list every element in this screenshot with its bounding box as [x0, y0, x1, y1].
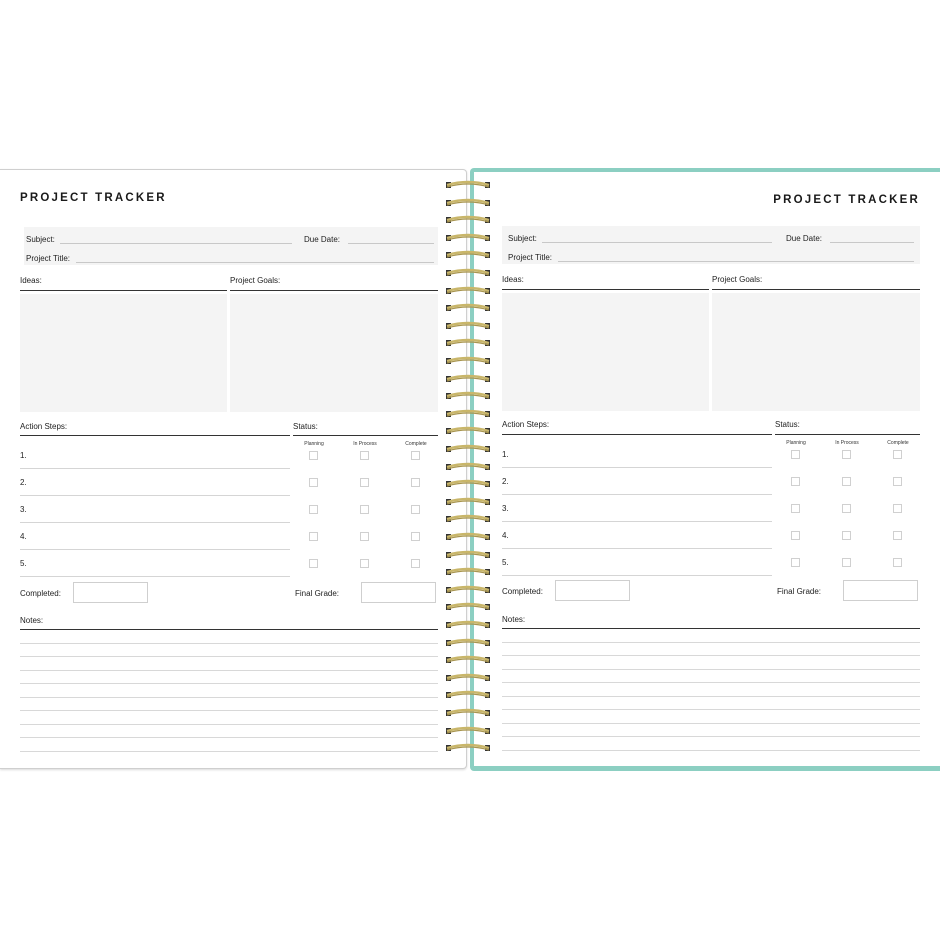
notes-line[interactable]: [502, 682, 920, 683]
notes-line[interactable]: [502, 642, 920, 643]
complete-checkbox[interactable]: [893, 558, 902, 567]
spiral-coil: [444, 321, 492, 330]
complete-checkbox[interactable]: [893, 531, 902, 540]
planning-checkbox[interactable]: [309, 505, 318, 514]
step-line[interactable]: [502, 548, 772, 549]
in-process-checkbox[interactable]: [360, 478, 369, 487]
step-number: 4.: [502, 531, 509, 540]
action-steps-rule: [20, 435, 290, 436]
subject-label: Subject:: [26, 235, 55, 244]
status-rule: [775, 434, 920, 435]
goals-rule: [230, 290, 438, 291]
spiral-coil: [444, 198, 492, 207]
status-label: Status:: [293, 422, 318, 431]
notes-line[interactable]: [20, 656, 438, 657]
in-process-checkbox[interactable]: [360, 505, 369, 514]
step-line[interactable]: [502, 521, 772, 522]
complete-checkbox[interactable]: [893, 477, 902, 486]
planning-checkbox[interactable]: [309, 559, 318, 568]
due-date-label: Due Date:: [304, 235, 341, 244]
notes-line[interactable]: [20, 697, 438, 698]
planning-checkbox[interactable]: [791, 477, 800, 486]
planning-checkbox[interactable]: [309, 451, 318, 460]
spiral-coil: [444, 444, 492, 453]
in-process-checkbox[interactable]: [842, 450, 851, 459]
spiral-coil: [444, 550, 492, 559]
notes-rule: [20, 629, 438, 630]
complete-checkbox[interactable]: [893, 504, 902, 513]
goals-label: Project Goals:: [230, 276, 281, 285]
notes-label: Notes:: [20, 616, 44, 625]
in-process-checkbox[interactable]: [842, 558, 851, 567]
complete-checkbox[interactable]: [411, 505, 420, 514]
spiral-coil: [444, 638, 492, 647]
ideas-label: Ideas:: [502, 275, 524, 284]
ideas-box[interactable]: [502, 293, 709, 411]
step-number: 4.: [20, 532, 27, 541]
planning-checkbox[interactable]: [791, 450, 800, 459]
spiral-coil: [444, 532, 492, 541]
step-line[interactable]: [20, 495, 290, 496]
spiral-coil: [444, 479, 492, 488]
spiral-coil: [444, 655, 492, 664]
step-number: 1.: [20, 451, 27, 460]
complete-header: Complete: [887, 440, 909, 446]
notes-line[interactable]: [502, 736, 920, 737]
step-number: 1.: [502, 450, 509, 459]
goals-box[interactable]: [712, 293, 920, 411]
left-page-content: [20, 170, 438, 768]
notes-line[interactable]: [502, 723, 920, 724]
status-label: Status:: [775, 420, 800, 429]
step-line[interactable]: [20, 468, 290, 469]
step-number: 5.: [502, 558, 509, 567]
spiral-coil: [444, 585, 492, 594]
in-process-checkbox[interactable]: [842, 504, 851, 513]
ideas-rule: [502, 289, 709, 290]
notes-line[interactable]: [502, 696, 920, 697]
header-fields: [24, 227, 438, 265]
notes-line[interactable]: [20, 737, 438, 738]
subject-field[interactable]: [542, 242, 772, 243]
right-page-content: [502, 172, 920, 766]
step-number: 2.: [20, 478, 27, 487]
spiral-coil: [444, 356, 492, 365]
subject-field[interactable]: [60, 243, 292, 244]
spiral-coil: [444, 180, 492, 189]
in-process-checkbox[interactable]: [842, 531, 851, 540]
project-title-label: Project Title:: [26, 254, 71, 263]
action-steps-label: Action Steps:: [502, 420, 550, 429]
subject-label: Subject:: [508, 234, 537, 243]
final-grade-label: Final Grade:: [295, 589, 340, 598]
spiral-coil: [444, 338, 492, 347]
completed-label: Completed:: [502, 587, 543, 596]
project-title-label: Project Title:: [508, 253, 553, 262]
due-date-label: Due Date:: [786, 234, 823, 243]
notes-line[interactable]: [20, 643, 438, 644]
goals-box[interactable]: [230, 294, 438, 412]
spiral-coil: [444, 514, 492, 523]
spiral-coil: [444, 497, 492, 506]
notes-line[interactable]: [20, 724, 438, 725]
complete-checkbox[interactable]: [411, 559, 420, 568]
due-date-field[interactable]: [348, 243, 434, 244]
final-grade-field[interactable]: [843, 580, 918, 601]
planning-checkbox[interactable]: [791, 558, 800, 567]
project-title-field[interactable]: [558, 261, 914, 262]
step-line[interactable]: [20, 576, 290, 577]
page-title: PROJECT TRACKER: [773, 194, 920, 206]
spiral-coil: [444, 233, 492, 242]
action-steps-label: Action Steps:: [20, 422, 68, 431]
notes-line[interactable]: [20, 670, 438, 671]
status-rule: [293, 435, 438, 436]
completed-label: Completed:: [20, 589, 61, 598]
spiral-coil: [444, 409, 492, 418]
planning-header: Planning: [786, 440, 806, 446]
notes-line[interactable]: [502, 669, 920, 670]
planning-checkbox[interactable]: [791, 504, 800, 513]
notes-line[interactable]: [502, 750, 920, 751]
due-date-field[interactable]: [830, 242, 914, 243]
step-line[interactable]: [502, 575, 772, 576]
complete-checkbox[interactable]: [411, 532, 420, 541]
in-process-header: In Process: [835, 440, 859, 446]
action-steps-rule: [502, 434, 772, 435]
step-line[interactable]: [502, 494, 772, 495]
in-process-checkbox[interactable]: [842, 477, 851, 486]
planning-checkbox[interactable]: [309, 532, 318, 541]
notes-rule: [502, 628, 920, 629]
right-planner-page: [474, 172, 940, 766]
spiral-coil: [444, 690, 492, 699]
spiral-coil: [444, 743, 492, 752]
in-process-checkbox[interactable]: [360, 532, 369, 541]
goals-label: Project Goals:: [712, 275, 763, 284]
planning-checkbox[interactable]: [309, 478, 318, 487]
spiral-coil: [444, 567, 492, 576]
spiral-coil: [444, 602, 492, 611]
left-planner-page: [0, 169, 467, 769]
notes-line[interactable]: [502, 655, 920, 656]
step-number: 2.: [502, 477, 509, 486]
completed-field[interactable]: [555, 580, 630, 601]
spiral-coil: [444, 462, 492, 471]
spiral-coil: [444, 426, 492, 435]
spiral-coil: [444, 620, 492, 629]
spiral-coil: [444, 303, 492, 312]
complete-checkbox[interactable]: [411, 478, 420, 487]
project-title-field[interactable]: [76, 262, 434, 263]
step-line[interactable]: [502, 467, 772, 468]
ideas-label: Ideas:: [20, 276, 42, 285]
notes-label: Notes:: [502, 615, 526, 624]
complete-checkbox[interactable]: [411, 451, 420, 460]
notes-line[interactable]: [20, 751, 438, 752]
spiral-coil: [444, 250, 492, 259]
step-line[interactable]: [20, 549, 290, 550]
notes-line[interactable]: [20, 710, 438, 711]
planning-header: Planning: [304, 441, 324, 447]
step-number: 3.: [502, 504, 509, 513]
spiral-coil: [444, 708, 492, 717]
final-grade-label: Final Grade:: [777, 587, 822, 596]
spiral-coil: [444, 374, 492, 383]
spiral-coil: [444, 726, 492, 735]
spiral-coil: [444, 215, 492, 224]
spiral-coil: [444, 286, 492, 295]
notes-line[interactable]: [502, 709, 920, 710]
final-grade-field[interactable]: [361, 582, 436, 603]
in-process-checkbox[interactable]: [360, 559, 369, 568]
complete-checkbox[interactable]: [893, 450, 902, 459]
header-fields: [502, 226, 920, 264]
notes-line[interactable]: [20, 683, 438, 684]
step-line[interactable]: [20, 522, 290, 523]
spiral-coil: [444, 673, 492, 682]
spiral-binding: [444, 180, 494, 762]
spiral-coil: [444, 391, 492, 400]
step-number: 3.: [20, 505, 27, 514]
complete-header: Complete: [405, 441, 427, 447]
ideas-rule: [20, 290, 227, 291]
completed-field[interactable]: [73, 582, 148, 603]
planning-checkbox[interactable]: [791, 531, 800, 540]
page-title: PROJECT TRACKER: [20, 192, 167, 204]
ideas-box[interactable]: [20, 294, 227, 412]
in-process-checkbox[interactable]: [360, 451, 369, 460]
spiral-coil: [444, 268, 492, 277]
in-process-header: In Process: [353, 441, 377, 447]
goals-rule: [712, 289, 920, 290]
step-number: 5.: [20, 559, 27, 568]
